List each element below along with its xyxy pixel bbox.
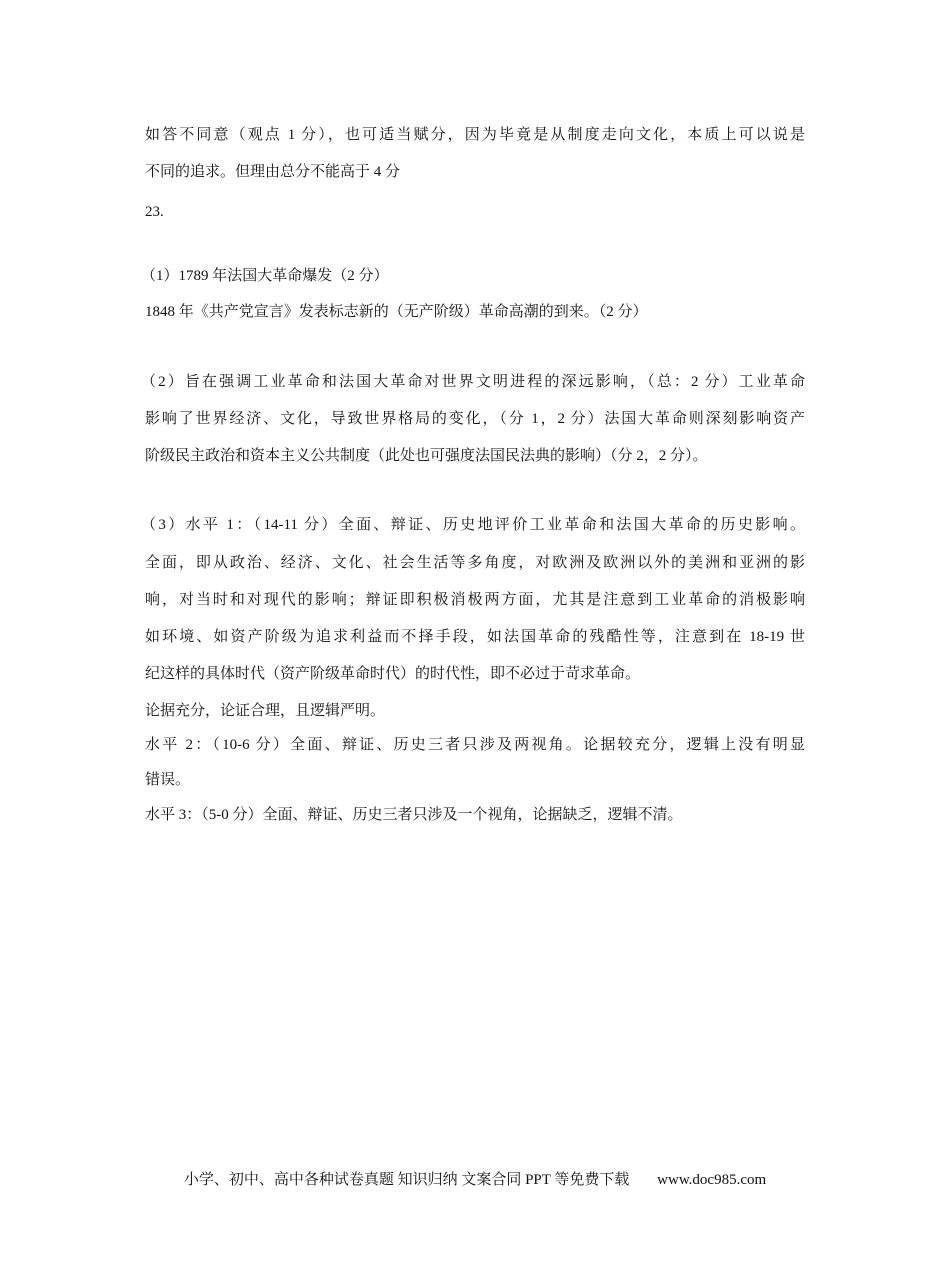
question-number: 23. bbox=[145, 204, 164, 220]
text-line: 纪这样的具体时代（资产阶级革命时代）的时代性，即不必过于苛求革命。 bbox=[145, 666, 641, 682]
text-line: 错误。 bbox=[145, 772, 191, 788]
footer bbox=[0, 1168, 950, 1189]
text-line: 如环境、如资产阶级为追求利益而不择手段，如法国革命的残酷性等，注意到在 18-19 世 bbox=[145, 629, 805, 645]
text-line: （2）旨在强调工业革命和法国大革命对世界文明进程的深远影响，（总：2 分）工业革命 bbox=[141, 374, 805, 390]
text-line: （3）水平 1：（14-11 分）全面、辩证、历史地评价工业革命和法国大革命的历史影响。 bbox=[141, 517, 805, 533]
text-line: 影响了世界经济、文化，导致世界格局的变化，（分 1，2 分）法国大革命则深刻影响资产 bbox=[145, 411, 805, 427]
text-line: 水平 3：（5-0 分）全面、辩证、历史三者只涉及一个视角，论据缺乏，逻辑不清。 bbox=[145, 807, 683, 823]
text-line: 1848 年《共产党宣言》发表标志新的（无产阶级）革命高潮的到来。（2 分） bbox=[145, 304, 648, 320]
text-line: 不同的追求。但理由总分不能高于 4 分 bbox=[145, 164, 401, 180]
text-line: 全面，即从政治、经济、文化、社会生活等多角度，对欧洲及欧洲以外的美洲和亚洲的影 bbox=[145, 555, 805, 571]
text-line: 响，对当时和对现代的影响；辩证即积极消极两方面，尤其是注意到工业革命的消极影响 bbox=[145, 592, 805, 608]
text-line: 阶级民主政治和资本主义公共制度（此处也可强度法国民法典的影响）（分 2，2 分）。 bbox=[145, 448, 708, 464]
footer-link[interactable]: www.doc985.com bbox=[657, 1172, 767, 1188]
footer-text: 小学、初中、高中各种试卷真题 知识归纳 文案合同 PPT 等免费下载 bbox=[183, 1172, 630, 1188]
text-line: 水平 2：（10-6 分）全面、辩证、历史三者只涉及两视角。论据较充分，逻辑上没有明显 bbox=[145, 737, 805, 753]
text-line: （1）1789 年法国大革命爆发（2 分） bbox=[141, 268, 389, 284]
text-line: 如答不同意（观点 1 分），也可适当赋分，因为毕竟是从制度走向文化，本质上可以说是 bbox=[145, 127, 805, 143]
text-line: 论据充分，论证合理，且逻辑严明。 bbox=[145, 703, 386, 719]
